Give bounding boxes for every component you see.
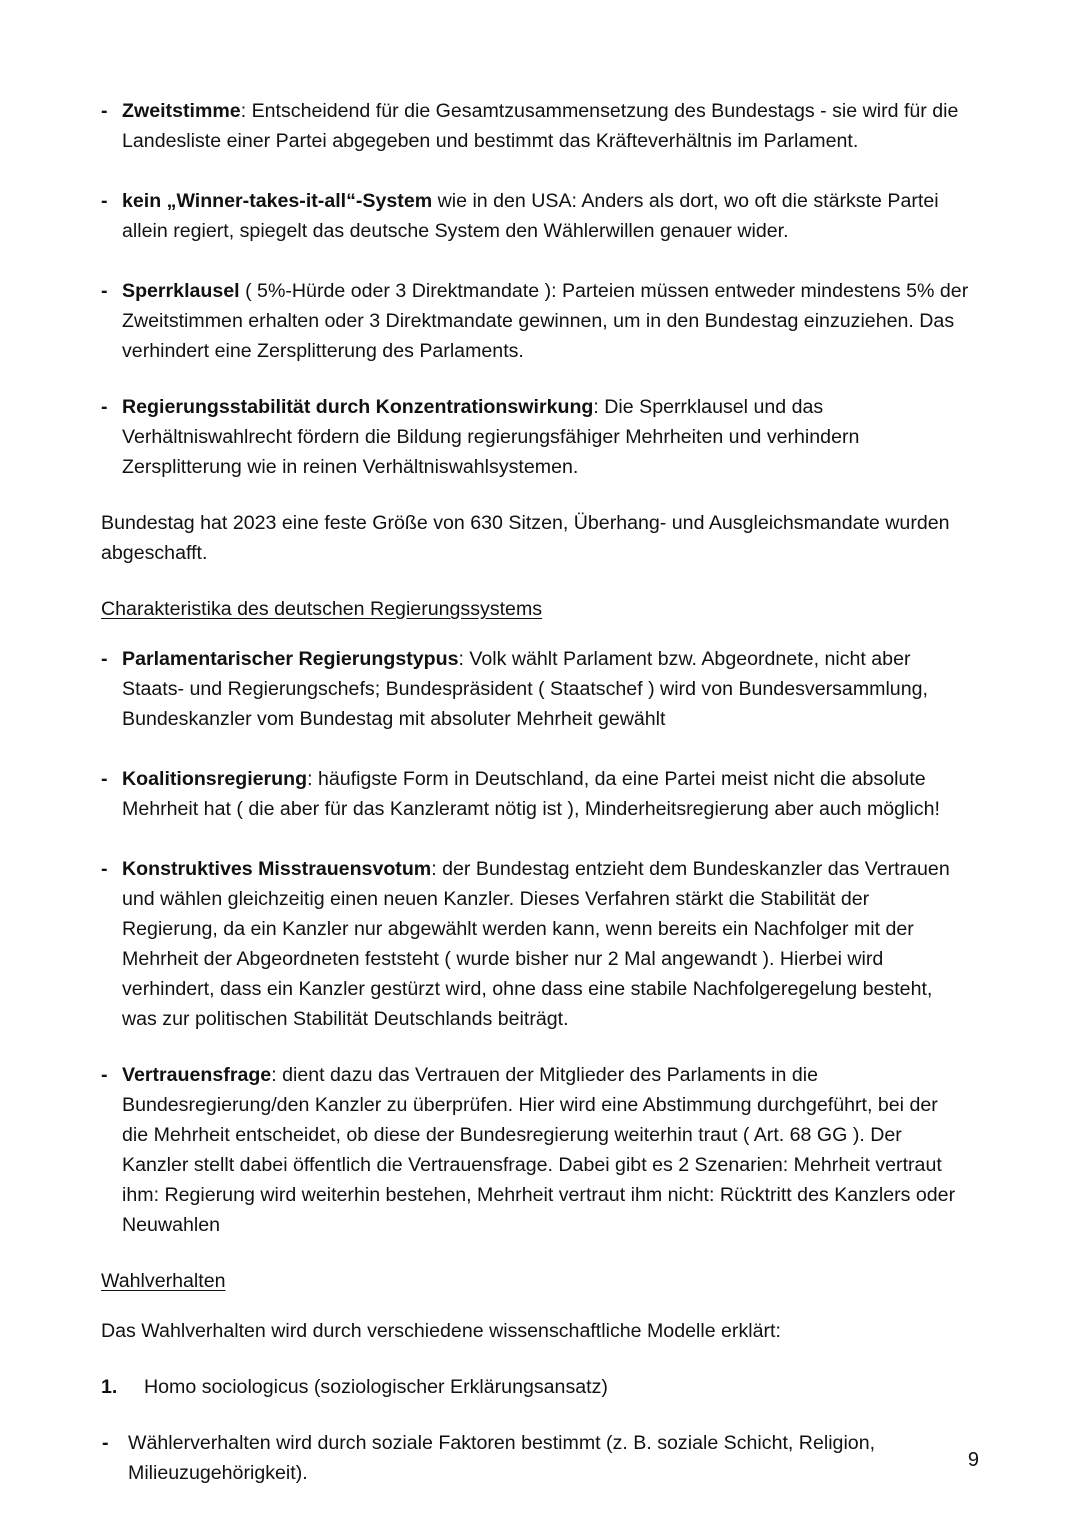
list-item-lead: Sperrklausel — [122, 280, 240, 302]
section-heading-text: Wahlverhalten — [101, 1270, 226, 1292]
list-item — [101, 186, 969, 246]
bullet-dash-icon: - — [101, 396, 108, 418]
section-heading — [101, 1266, 969, 1296]
list-item — [101, 96, 969, 156]
list-item-body: ( 5%-Hürde oder 3 Direktmandate ): Parteien müssen entweder mindestens 5% der Zweitstimmen erhalten oder 3 Direktmandate gewinnen, um in den Bundestag einzuziehen. Das verhindert eine Zersplitterung des Parlaments. — [122, 280, 969, 362]
list-item-lead: Zweitstimme — [122, 100, 241, 122]
list-item-body: : dient dazu das Vertrauen der Mitglieder des Parlaments in die Bundesregierung/den Kanzler zu überprüfen. Hier wird eine Abstimmung durchgeführt, bei der die Mehrheit entscheidet, ob diese der Bundesregierung weiterhin traut ( Art. 68 GG ). Der Kanzler stellt dabei öffentlich die Vertrauensfrage. Dabei gibt es 2 Szenarien: Mehrheit vertraut ihm: Regierung wird weiterhin bestehen, Mehrheit vertraut ihm nicht: Rücktritt des Kanzlers oder Neuwahlen — [122, 1064, 956, 1236]
bullet-dash-icon: - — [101, 768, 108, 790]
bullet-dash-icon: - — [101, 1064, 108, 1086]
section-heading — [101, 594, 969, 624]
list-item-body: : Die Sperrklausel und das Verhältniswahlrecht fördern die Bildung regierungsfähiger Mehrheiten und verhindern Zersplitterung wie in reinen Verhältniswahlsystemen. — [122, 396, 860, 478]
list-item-body: : der Bundestag entzieht dem Bundeskanzler das Vertrauen und wählen gleichzeitig einen neuen Kanzler. Dieses Verfahren stärkt die Stabilität der Regierung, da ein Kanzler nur abgewählt werden kann, wenn bereits ein Nachfolger mit der Mehrheit der Abgeordneten feststeht ( wurde bisher nur 2 Mal angewandt ). Hierbei wird verhindert, dass ein Kanzler gestürzt wird, ohne dass eine stabile Nachfolgeregelung besteht, was zur politischen Stabilität Deutschlands beiträgt. — [122, 858, 950, 1030]
list-item — [101, 854, 969, 1034]
numbered-list-text: Homo sociologicus (soziologischer Erklärungsansatz) — [144, 1376, 608, 1398]
section-heading-text: Charakteristika des deutschen Regierungssystems — [101, 598, 543, 620]
paragraph: Bundestag hat 2023 eine feste Größe von 630 Sitzen, Überhang- und Ausgleichsmandate wurden abgeschafft. — [101, 512, 950, 564]
bullet-dash-icon: - — [101, 280, 108, 302]
list-item-body: : Entscheidend für die Gesamtzusammensetzung des Bundestags - sie wird für die Landesliste einer Partei abgegeben und bestimmt das Kräfteverhältnis im Parlament. — [122, 100, 959, 152]
bullet-dash-icon: - — [101, 858, 108, 880]
list-item-body: wie in den USA: Anders als dort, wo oft die stärkste Partei allein regiert, spiegelt das deutsche System den Wählerwillen genauer wider. — [122, 190, 939, 242]
list-item-body: : häufigste Form in Deutschland, da eine Partei meist nicht die absolute Mehrheit hat ( die aber für das Kanzleramt nötig ist ), Minderheitsregierung aber auch möglich! — [122, 768, 940, 820]
list-item-lead: Koalitionsregierung — [122, 768, 308, 790]
bullet-dash-icon: - — [101, 190, 108, 212]
bullet-dash-icon: - — [102, 1432, 109, 1454]
list-item — [101, 392, 969, 482]
paragraph: Das Wahlverhalten wird durch verschiedene wissenschaftliche Modelle erklärt: — [101, 1320, 781, 1342]
list-item — [101, 276, 969, 366]
document-body — [101, 96, 969, 1488]
list-item-lead: Vertrauensfrage — [122, 1064, 272, 1086]
list-item-body: Wählerverhalten wird durch soziale Faktoren bestimmt (z. B. soziale Schicht, Religion, Milieuzugehörigkeit). — [128, 1432, 876, 1484]
list-item-body: : Volk wählt Parlament bzw. Abgeordnete, nicht aber Staats- und Regierungschefs; Bundespräsident ( Staatschef ) wird von Bundesversammlung, Bundeskanzler vom Bundestag mit absoluter Mehrheit gewählt — [122, 648, 928, 730]
list-item — [101, 644, 969, 734]
list-item — [101, 1428, 969, 1488]
bullet-dash-icon: - — [101, 100, 108, 122]
list-item-lead: Konstruktives Misstrauensvotum — [122, 858, 432, 880]
list-item-lead: kein „Winner-takes-it-all“-System — [122, 190, 433, 212]
list-item — [101, 1060, 969, 1240]
numbered-list-item — [101, 1372, 969, 1402]
list-item — [101, 764, 969, 824]
page-number: 9 — [967, 1449, 979, 1471]
list-item-lead: Regierungsstabilität durch Konzentrationswirkung — [122, 396, 594, 418]
list-item-lead: Parlamentarischer Regierungstypus — [122, 648, 459, 670]
numbered-list-marker: 1. — [101, 1376, 118, 1398]
bullet-dash-icon: - — [101, 648, 108, 670]
